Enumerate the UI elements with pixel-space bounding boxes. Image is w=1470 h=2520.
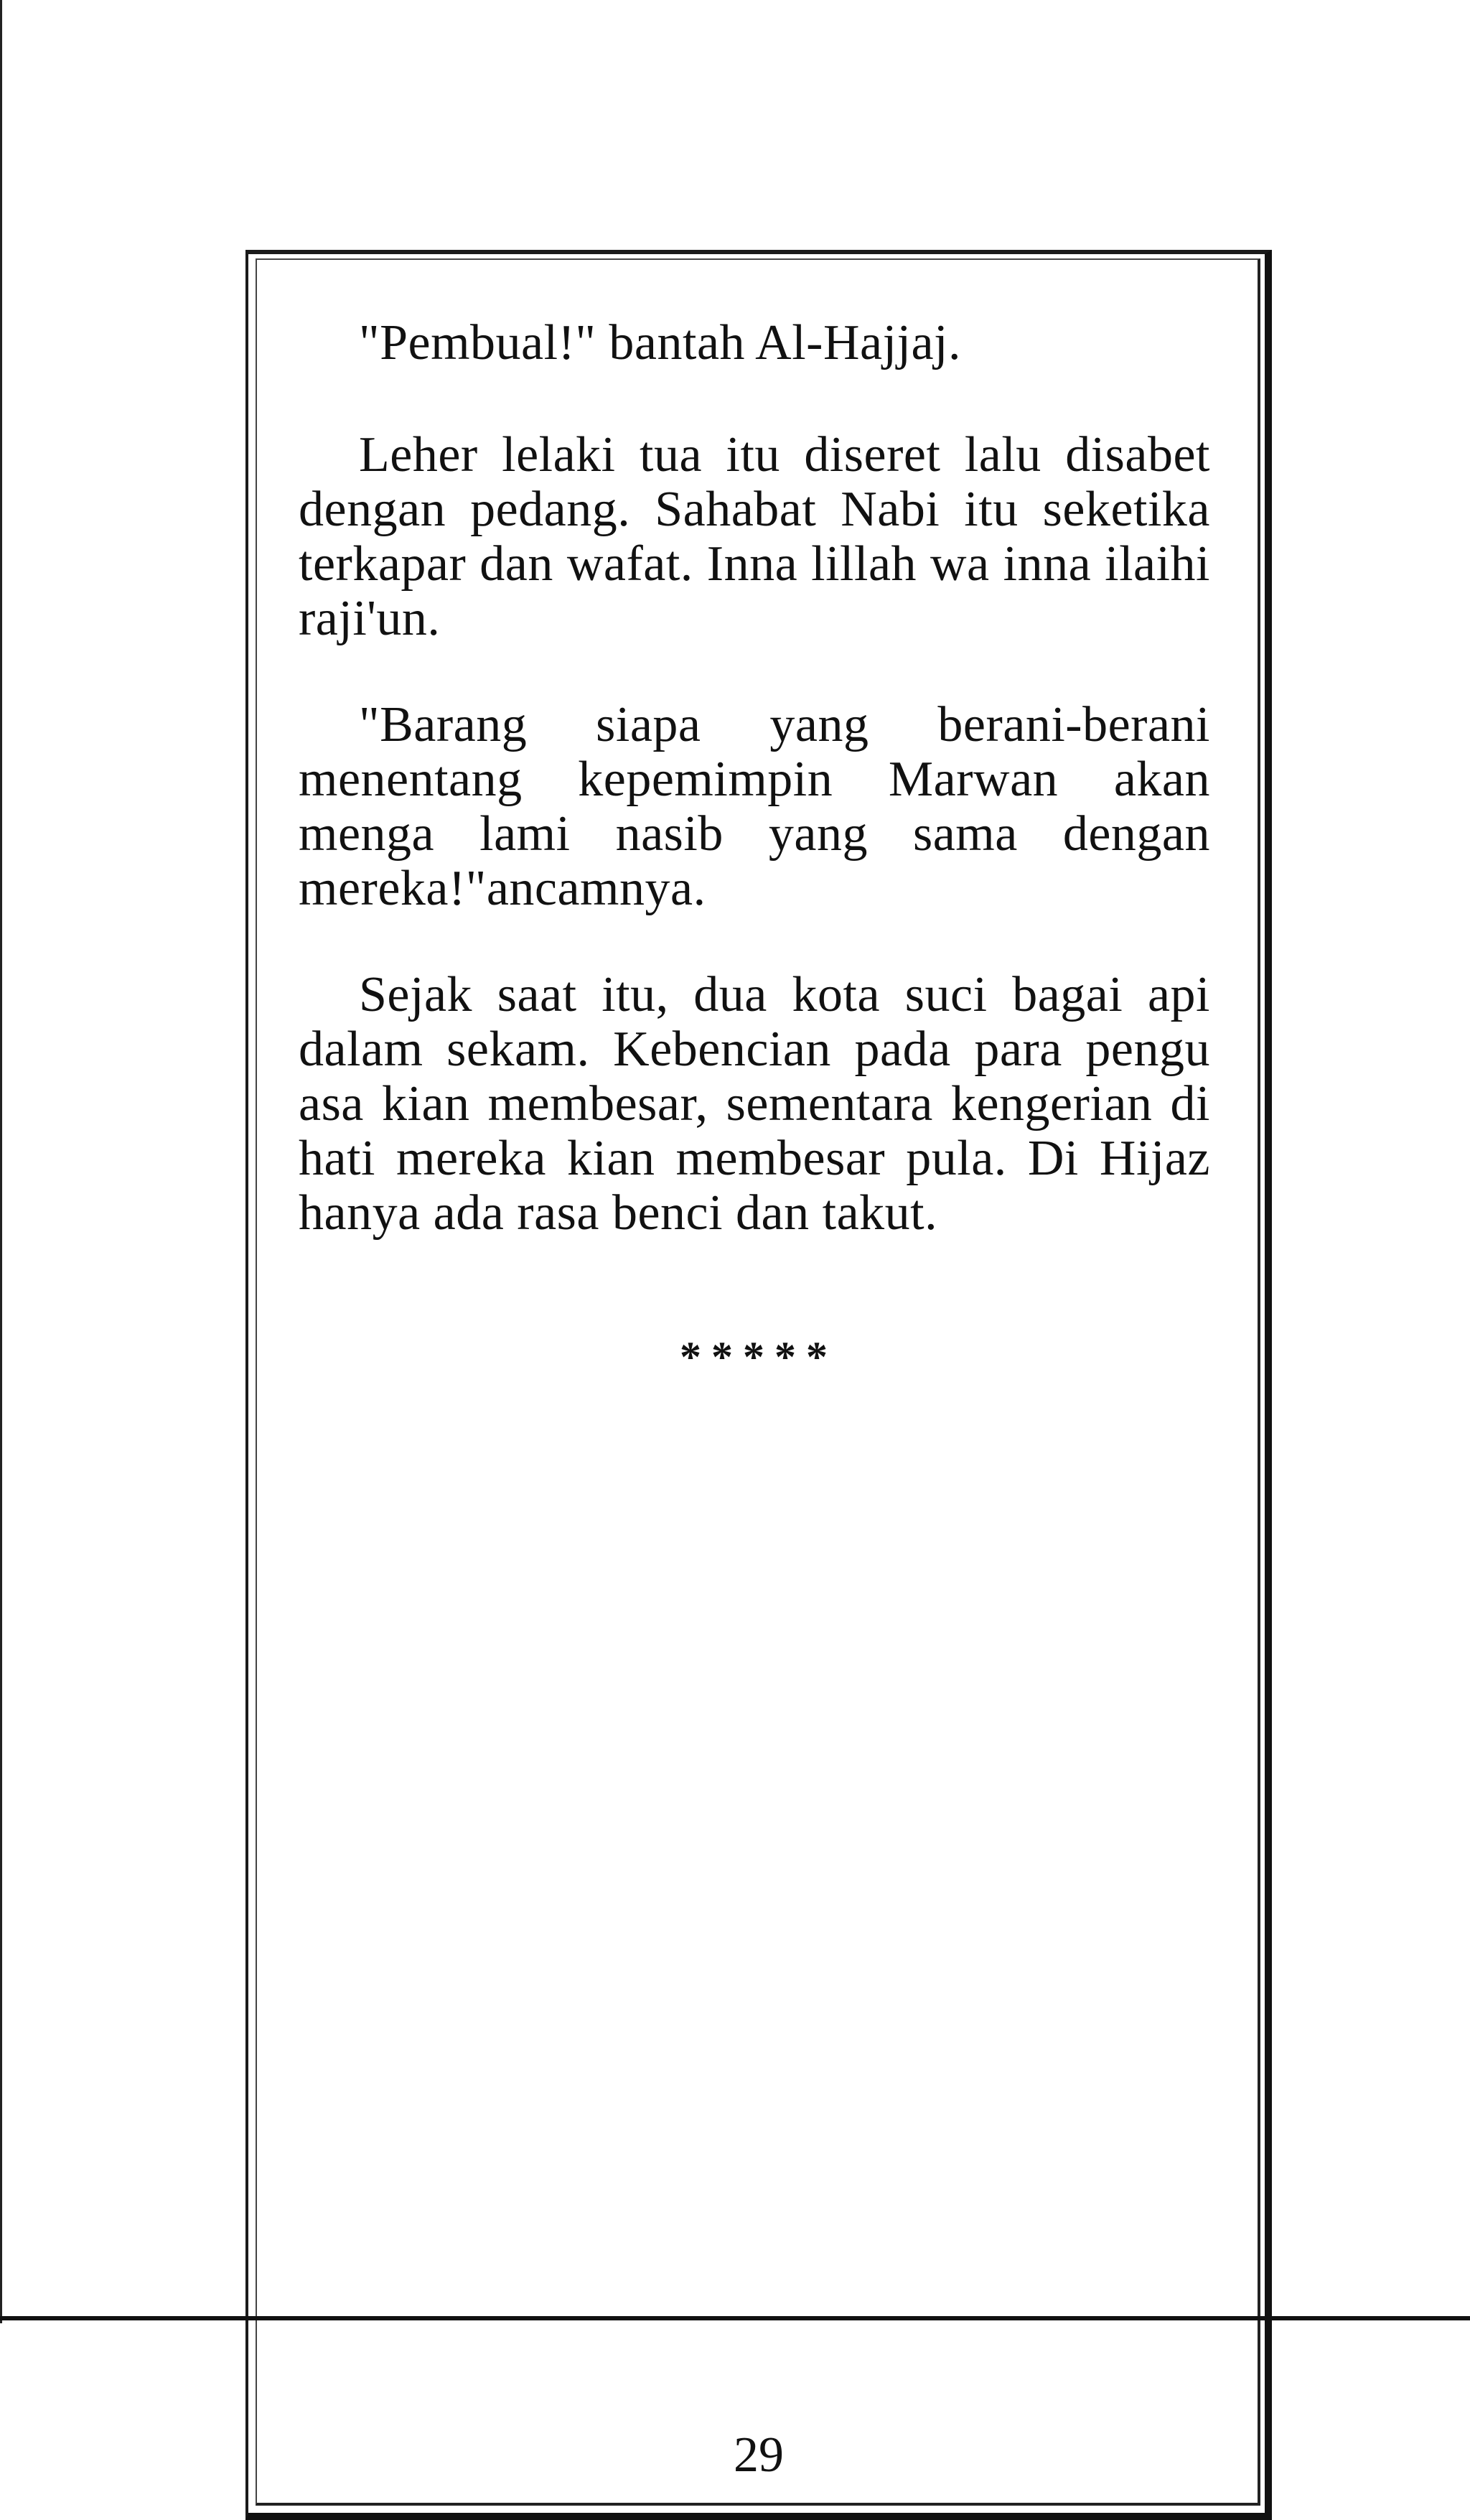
paragraph-4: Sejak saat itu, dua kota suci bagai api dalam sekam. Kebencian pada para pengu asa kian membesar, sementara kengerian di hati mereka kian membesar pula. Di Hijaz hanya ada rasa benci dan takut.	[299, 967, 1210, 1241]
paragraph-3: "Barang siapa yang berani-berani menentang kepemimpin Marwan akan menga lami nasib yang sama dengan mereka!"ancamnya.	[299, 697, 1210, 916]
page-body	[299, 316, 1210, 1292]
paragraph-1: "Pembual!" bantah Al-Hajjaj.	[359, 315, 961, 370]
section-separator: *****	[680, 1333, 838, 1381]
paragraph-2: Leher lelaki tua itu diseret lalu disabet dengan pedang. Sahabat Nabi itu seketika terkapar dan wafat. Inna lillah wa inna ilaihi raji'un.	[299, 427, 1210, 646]
scan-edge-bottom	[0, 2316, 1470, 2320]
scan-edge-left	[0, 0, 2, 2323]
page-number: 29	[734, 2427, 784, 2483]
